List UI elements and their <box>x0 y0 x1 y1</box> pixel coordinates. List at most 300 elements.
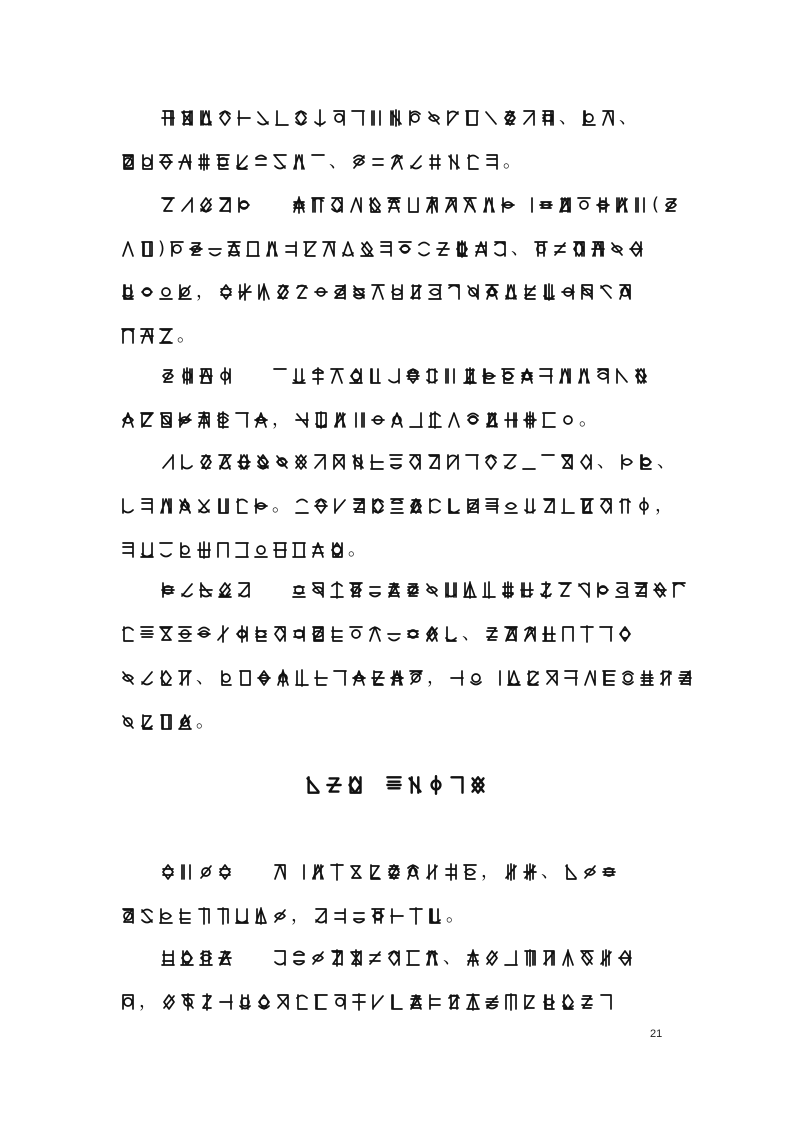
script-glyph <box>578 452 594 472</box>
text-line <box>120 405 601 435</box>
script-glyph <box>329 540 345 560</box>
script-glyph <box>600 108 616 128</box>
script-glyph <box>617 948 633 968</box>
script-glyph <box>541 496 557 516</box>
script-glyph <box>158 152 174 172</box>
punctuation: ， <box>655 495 673 516</box>
script-glyph <box>294 668 310 688</box>
script-glyph <box>331 452 347 472</box>
script-glyph <box>120 496 136 516</box>
text-line <box>120 535 370 565</box>
script-glyph <box>275 992 291 1012</box>
script-glyph <box>469 774 487 796</box>
script-glyph <box>464 452 480 472</box>
punctuation: 、 <box>329 151 347 172</box>
script-glyph <box>367 948 383 968</box>
script-glyph <box>481 195 497 215</box>
script-glyph <box>329 948 345 968</box>
script-glyph <box>445 108 461 128</box>
script-glyph <box>370 410 386 430</box>
script-glyph <box>370 992 386 1012</box>
script-glyph <box>484 992 500 1012</box>
script-glyph <box>351 410 367 430</box>
script-glyph <box>386 195 402 215</box>
script-glyph <box>503 862 519 882</box>
script-glyph <box>576 580 592 600</box>
text-line <box>120 277 636 307</box>
script-glyph <box>424 624 440 644</box>
punctuation: 、 <box>597 451 615 472</box>
script-glyph <box>302 239 318 259</box>
script-glyph <box>619 452 635 472</box>
script-glyph <box>473 239 489 259</box>
script-glyph <box>291 862 307 882</box>
script-glyph <box>160 580 176 600</box>
punctuation: ， <box>481 861 499 882</box>
script-glyph <box>237 668 253 688</box>
script-glyph <box>160 195 176 215</box>
script-glyph <box>348 624 364 644</box>
script-glyph <box>408 668 424 688</box>
script-glyph <box>310 540 326 560</box>
script-glyph <box>563 862 579 882</box>
script-glyph <box>179 452 195 472</box>
script-glyph <box>652 580 668 600</box>
script-glyph <box>427 496 443 516</box>
script-glyph <box>367 366 383 386</box>
text-line <box>160 190 682 220</box>
script-glyph <box>541 410 557 430</box>
script-glyph <box>177 712 193 732</box>
script-glyph <box>236 108 252 128</box>
script-glyph <box>255 452 271 472</box>
script-glyph <box>196 152 212 172</box>
script-glyph <box>274 108 290 128</box>
section-heading <box>0 770 793 800</box>
script-glyph <box>294 410 310 430</box>
script-glyph <box>120 540 136 560</box>
script-glyph <box>576 366 592 386</box>
punctuation: 。 <box>503 151 521 172</box>
script-glyph <box>158 712 174 732</box>
script-glyph <box>253 906 269 926</box>
script-glyph <box>468 668 484 688</box>
script-glyph <box>139 496 155 516</box>
script-glyph <box>313 496 329 516</box>
script-glyph <box>370 496 386 516</box>
script-glyph <box>424 948 440 968</box>
script-glyph <box>405 948 421 968</box>
script-glyph <box>595 366 611 386</box>
script-glyph <box>234 906 250 926</box>
script-glyph <box>291 195 307 215</box>
text-line <box>160 575 690 605</box>
script-glyph <box>405 580 421 600</box>
script-glyph <box>465 410 481 430</box>
script-glyph <box>500 195 516 215</box>
script-glyph <box>519 366 535 386</box>
script-glyph <box>620 668 636 688</box>
script-glyph <box>236 452 252 472</box>
script-glyph <box>158 668 174 688</box>
script-glyph <box>177 410 193 430</box>
script-glyph <box>215 540 231 560</box>
text-line <box>160 103 641 133</box>
script-glyph <box>332 282 348 302</box>
script-glyph <box>199 992 215 1012</box>
script-glyph <box>139 906 155 926</box>
script-glyph <box>215 496 231 516</box>
script-glyph <box>367 862 383 882</box>
script-glyph <box>484 282 500 302</box>
script-glyph <box>160 366 176 386</box>
script-glyph <box>215 410 231 430</box>
script-glyph <box>601 862 617 882</box>
script-glyph <box>139 624 155 644</box>
punctuation: 、 <box>443 947 461 968</box>
punctuation: ) <box>158 238 166 259</box>
script-glyph <box>198 452 214 472</box>
script-glyph <box>160 948 176 968</box>
script-glyph <box>405 862 421 882</box>
script-glyph <box>293 108 309 128</box>
script-glyph <box>294 496 310 516</box>
script-glyph <box>179 580 195 600</box>
script-glyph <box>313 282 329 302</box>
script-glyph <box>255 108 271 128</box>
script-glyph <box>329 580 345 600</box>
script-glyph <box>234 152 250 172</box>
script-glyph <box>538 195 554 215</box>
script-glyph <box>310 624 326 644</box>
script-glyph <box>405 195 421 215</box>
text-line <box>120 707 218 737</box>
script-glyph <box>492 239 508 259</box>
script-glyph <box>462 580 478 600</box>
script-glyph <box>601 668 617 688</box>
text-line <box>120 234 647 264</box>
script-glyph <box>617 496 633 516</box>
script-glyph <box>217 195 233 215</box>
script-glyph <box>579 496 595 516</box>
script-glyph <box>139 668 155 688</box>
script-glyph <box>256 282 272 302</box>
script-glyph <box>177 540 193 560</box>
script-glyph <box>503 624 519 644</box>
script-glyph <box>388 452 404 472</box>
script-glyph <box>207 239 223 259</box>
script-glyph <box>217 580 233 600</box>
script-glyph <box>272 366 288 386</box>
script-glyph <box>560 496 576 516</box>
punctuation: ， <box>196 281 214 302</box>
punctuation: 。 <box>177 325 195 346</box>
script-glyph <box>139 540 155 560</box>
script-glyph <box>350 108 366 128</box>
script-glyph <box>408 496 424 516</box>
script-glyph <box>538 580 554 600</box>
script-glyph <box>139 410 155 430</box>
script-glyph <box>462 862 478 882</box>
script-glyph <box>253 624 269 644</box>
script-glyph <box>198 195 214 215</box>
script-glyph <box>215 906 231 926</box>
script-glyph <box>332 992 348 1012</box>
punctuation: ， <box>139 991 157 1012</box>
punctuation: 、 <box>619 107 637 128</box>
script-glyph <box>544 668 560 688</box>
script-glyph <box>313 410 329 430</box>
script-glyph <box>198 948 214 968</box>
punctuation: 、 <box>541 861 559 882</box>
script-glyph <box>465 992 481 1012</box>
script-glyph <box>677 668 693 688</box>
script-glyph <box>576 195 592 215</box>
script-glyph <box>579 992 595 1012</box>
script-glyph <box>446 992 462 1012</box>
text-line <box>120 147 525 177</box>
script-glyph <box>502 452 518 472</box>
script-glyph <box>522 624 538 644</box>
script-glyph <box>595 580 611 600</box>
script-glyph <box>370 152 386 172</box>
script-glyph <box>405 624 421 644</box>
text-line <box>120 619 636 649</box>
script-glyph <box>446 410 462 430</box>
script-glyph <box>427 774 445 796</box>
punctuation: 。 <box>446 905 464 926</box>
script-glyph <box>426 452 442 472</box>
script-glyph <box>427 992 443 1012</box>
script-glyph <box>579 948 595 968</box>
script-glyph <box>483 108 499 128</box>
script-glyph <box>272 152 288 172</box>
script-glyph <box>369 452 385 472</box>
punctuation: ( <box>652 194 660 215</box>
script-glyph <box>598 624 614 644</box>
script-glyph <box>389 282 405 302</box>
script-glyph <box>313 906 329 926</box>
script-glyph <box>177 282 193 302</box>
script-glyph <box>158 624 174 644</box>
punctuation: ， <box>427 667 445 688</box>
script-glyph <box>540 452 556 472</box>
script-glyph <box>312 108 328 128</box>
script-glyph <box>427 906 443 926</box>
script-glyph <box>179 108 195 128</box>
script-glyph <box>557 195 573 215</box>
script-glyph <box>408 906 424 926</box>
script-glyph <box>521 452 537 472</box>
script-glyph <box>310 152 326 172</box>
script-glyph <box>541 948 557 968</box>
script-glyph <box>120 624 136 644</box>
script-glyph <box>506 668 522 688</box>
script-glyph <box>407 108 423 128</box>
script-glyph <box>639 668 655 688</box>
script-glyph <box>406 774 424 796</box>
script-glyph <box>579 282 595 302</box>
script-glyph <box>408 282 424 302</box>
script-glyph <box>158 326 174 346</box>
script-glyph <box>340 239 356 259</box>
text-line <box>120 663 696 693</box>
script-glyph <box>234 624 250 644</box>
script-glyph <box>663 195 679 215</box>
script-glyph <box>443 624 459 644</box>
script-glyph <box>502 108 518 128</box>
script-glyph <box>160 108 176 128</box>
script-glyph <box>359 239 375 259</box>
text-line <box>160 447 679 477</box>
script-glyph <box>158 540 174 560</box>
punctuation: 。 <box>579 409 597 430</box>
punctuation: 、 <box>559 107 577 128</box>
script-glyph <box>446 496 462 516</box>
script-glyph <box>177 624 193 644</box>
script-glyph <box>310 862 326 882</box>
script-glyph <box>198 580 214 600</box>
punctuation: 、 <box>511 238 530 259</box>
script-glyph <box>522 282 538 302</box>
script-glyph <box>256 992 272 1012</box>
script-glyph <box>329 195 345 215</box>
script-glyph <box>397 239 413 259</box>
script-glyph <box>310 366 326 386</box>
script-glyph <box>180 992 196 1012</box>
script-glyph <box>293 452 309 472</box>
script-glyph <box>369 108 385 128</box>
script-glyph <box>389 152 405 172</box>
script-glyph <box>310 195 326 215</box>
script-glyph <box>348 580 364 600</box>
script-glyph <box>253 152 269 172</box>
script-glyph <box>579 624 595 644</box>
script-glyph <box>177 496 193 516</box>
punctuation: 。 <box>348 539 366 560</box>
script-glyph <box>218 992 234 1012</box>
script-glyph <box>367 195 383 215</box>
script-glyph <box>386 624 402 644</box>
script-glyph <box>424 862 440 882</box>
script-glyph <box>636 496 652 516</box>
script-glyph <box>177 152 193 172</box>
script-glyph <box>538 366 554 386</box>
script-glyph <box>234 410 250 430</box>
script-glyph <box>408 992 424 1012</box>
script-glyph <box>443 366 459 386</box>
script-glyph <box>310 948 326 968</box>
script-glyph <box>378 239 394 259</box>
script-glyph <box>158 282 174 302</box>
script-glyph <box>386 580 402 600</box>
script-glyph <box>449 668 465 688</box>
script-glyph <box>348 366 364 386</box>
script-glyph <box>443 580 459 600</box>
script-glyph <box>120 906 136 926</box>
script-glyph <box>609 239 625 259</box>
script-glyph <box>215 152 231 172</box>
script-glyph <box>386 366 402 386</box>
script-glyph <box>291 948 307 968</box>
script-glyph <box>218 282 234 302</box>
script-glyph <box>560 992 576 1012</box>
script-glyph <box>196 624 212 644</box>
punctuation: 。 <box>196 711 214 732</box>
script-glyph <box>236 195 252 215</box>
script-glyph <box>329 624 345 644</box>
script-glyph <box>304 774 322 796</box>
script-glyph <box>427 410 443 430</box>
script-glyph <box>633 195 649 215</box>
script-glyph <box>217 948 233 968</box>
script-glyph <box>120 712 136 732</box>
script-glyph <box>325 774 343 796</box>
script-glyph <box>571 239 587 259</box>
script-glyph <box>560 624 576 644</box>
script-glyph <box>503 496 519 516</box>
script-glyph <box>525 668 541 688</box>
script-glyph <box>522 862 538 882</box>
text-line <box>160 943 636 973</box>
script-glyph <box>120 239 136 259</box>
script-glyph <box>385 774 403 796</box>
punctuation: 。 <box>272 495 290 516</box>
script-glyph <box>234 496 250 516</box>
script-glyph <box>582 862 598 882</box>
script-glyph <box>541 282 557 302</box>
punctuation: 、 <box>196 667 214 688</box>
script-glyph <box>541 624 557 644</box>
script-glyph <box>329 366 345 386</box>
script-glyph <box>424 195 440 215</box>
script-glyph <box>424 366 440 386</box>
script-glyph <box>484 152 500 172</box>
script-glyph <box>617 624 633 644</box>
script-glyph <box>598 496 614 516</box>
script-glyph <box>454 239 470 259</box>
script-glyph <box>465 282 481 302</box>
script-glyph <box>614 580 630 600</box>
script-glyph <box>329 862 345 882</box>
script-glyph <box>503 992 519 1012</box>
script-glyph <box>522 948 538 968</box>
script-glyph <box>388 108 404 128</box>
script-glyph <box>139 282 155 302</box>
page-number: 21 <box>650 1028 663 1040</box>
script-glyph <box>217 862 233 882</box>
script-glyph <box>658 668 674 688</box>
script-glyph <box>198 108 214 128</box>
script-glyph <box>351 282 367 302</box>
script-glyph <box>120 668 136 688</box>
script-glyph <box>179 862 195 882</box>
script-glyph <box>563 668 579 688</box>
script-glyph <box>614 195 630 215</box>
script-glyph <box>448 774 466 796</box>
script-glyph <box>350 452 366 472</box>
script-glyph <box>408 152 424 172</box>
script-glyph <box>196 496 212 516</box>
script-glyph <box>226 239 242 259</box>
script-glyph <box>245 239 261 259</box>
script-glyph <box>386 948 402 968</box>
script-glyph <box>274 452 290 472</box>
script-glyph <box>313 668 329 688</box>
script-glyph <box>351 152 367 172</box>
script-glyph <box>331 108 347 128</box>
script-glyph <box>521 108 537 128</box>
